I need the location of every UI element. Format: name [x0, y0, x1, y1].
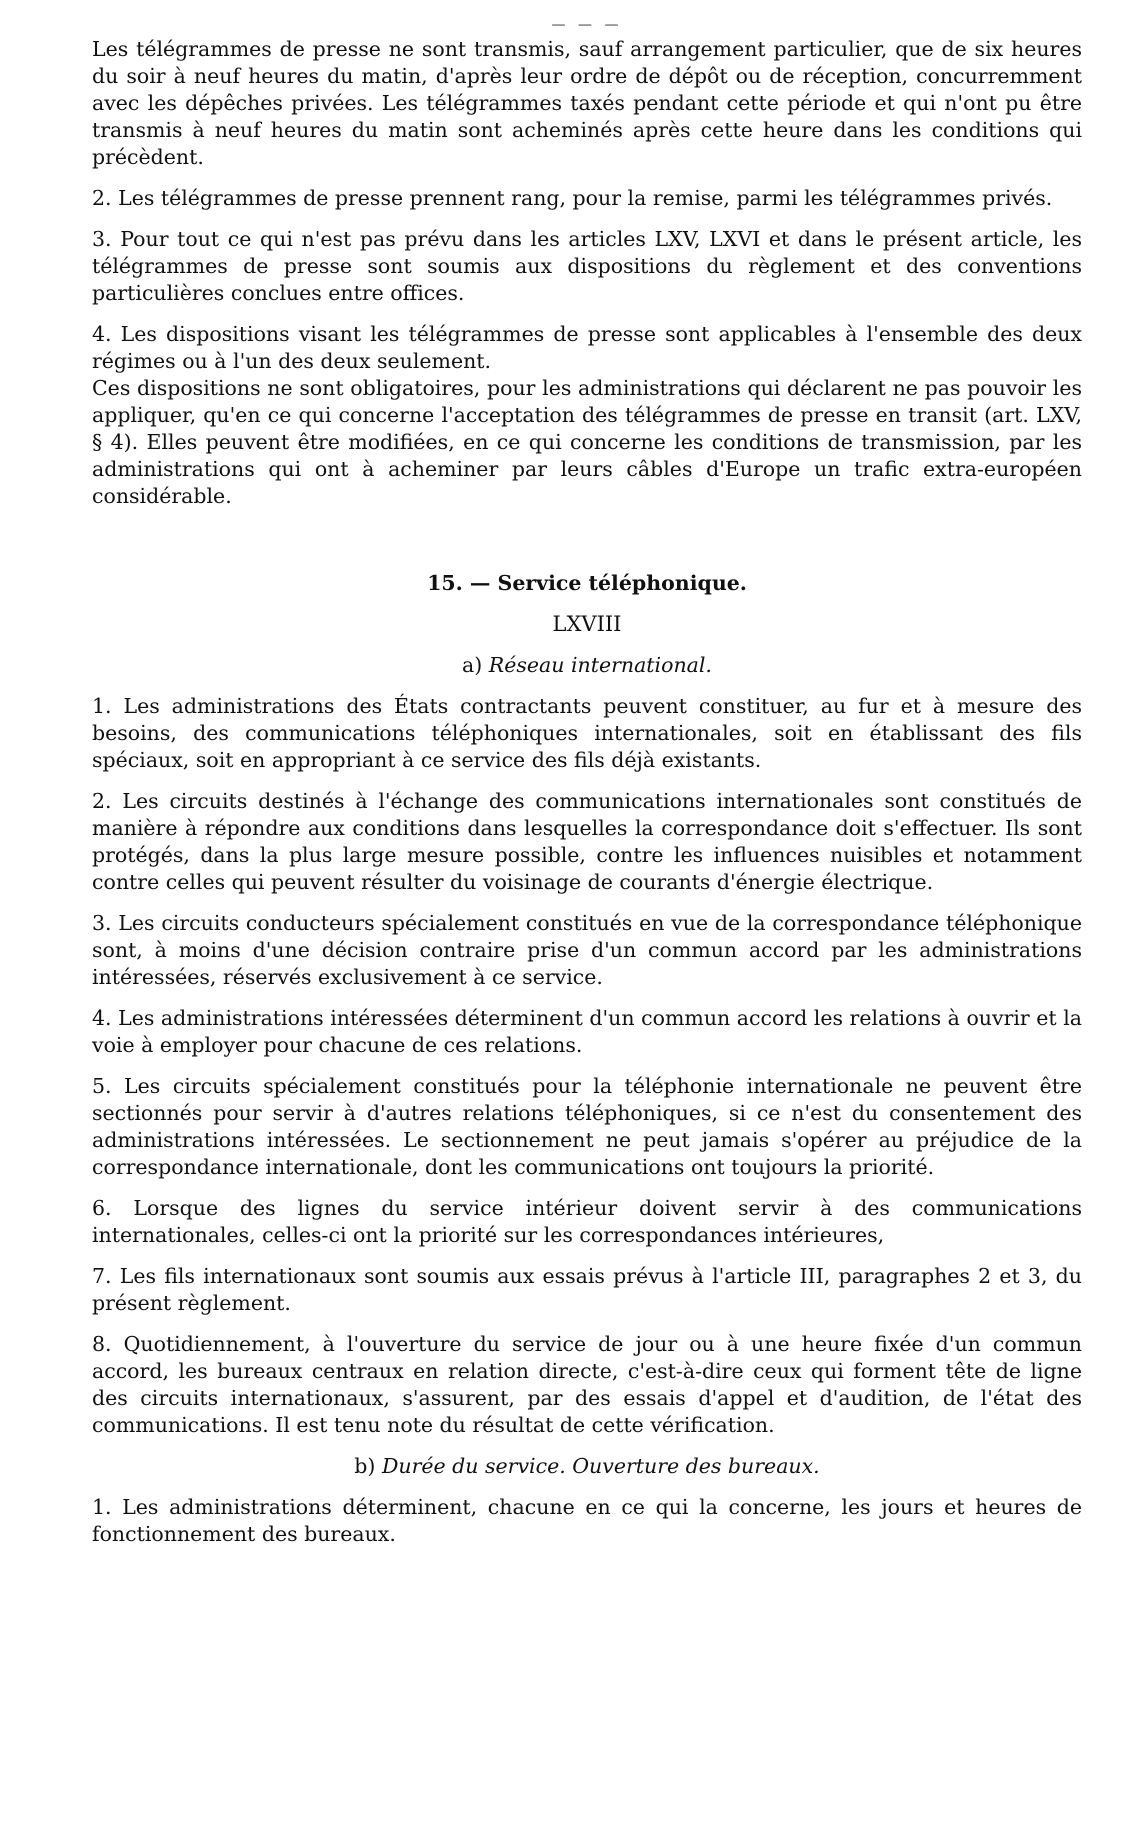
- paragraph-a-6: 6. Lorsque des lignes du service intérieur doivent servir à des communications internationales, celles-ci ont la priorité sur les correspondances intérieures,: [92, 1196, 1082, 1247]
- paragraph-a-2: 2. Les circuits destinés à l'échange des communications internationales sont constitués de manière à répondre aux conditions dans lesquelles la correspondance doit s'effectuer. Ils sont protégés, dans la plus large mesure possible, contre les influences nuisibles et notamment contre celles qui peuvent résulter du voisinage de courants d'énergie électrique.: [92, 789, 1082, 894]
- paragraph-a-5: 5. Les circuits spécialement constitués pour la téléphonie internationale ne peuvent être sectionnés pour servir à d'autres relations téléphoniques, si ce n'est du consentement des administrations intéressées. Le sectionnement ne peut jamais s'opérer au préjudice de la correspondance internationale, dont les communications ont toujours la priorité.: [92, 1074, 1082, 1179]
- paragraph-a-4: 4. Les administrations intéressées déterminent d'un commun accord les relations à ouvrir et la voie à employer pour chacune de ces relations.: [92, 1006, 1082, 1057]
- subsection-b-title: Durée du service. Ouverture des bureaux.: [381, 1454, 820, 1478]
- paragraph-press-4: 4. Les dispositions visant les télégrammes de presse sont applicables à l'ensemble des deux régimes ou à l'un des deux seulement.: [92, 322, 1082, 373]
- page-top-mark: — — —: [551, 17, 623, 33]
- paragraph-b-1: 1. Les administrations déterminent, chacune en ce qui la concerne, les jours et heures de fonctionnement des bureaux.: [92, 1495, 1082, 1546]
- article-number: LXVIII: [552, 612, 622, 636]
- paragraph-a-3: 3. Les circuits conducteurs spécialement constitués en vue de la correspondance téléphonique sont, à moins d'une décision contraire prise d'un commun accord par les administrations intéressées, réservés exclusivement à ce service.: [92, 911, 1082, 989]
- subsection-b-heading: [92, 1453, 1082, 1480]
- subsection-a-label: a): [462, 653, 483, 677]
- paragraph-a-8: 8. Quotidiennement, à l'ouverture du service de jour ou à une heure fixée d'un commun accord, les bureaux centraux en relation directe, c'est-à-dire ceux qui forment tête de ligne des circuits internationaux, s'assurent, par des essais d'appel et d'audition, de l'état des communications. Il est tenu note du résultat de cette vérification.: [92, 1332, 1082, 1437]
- paragraph-a-1: 1. Les administrations des États contractants peuvent constituer, au fur et à mesure des besoins, des communications téléphoniques internationales, soit en établissant des fils spéciaux, soit en appropriant à ce service des fils déjà existants.: [92, 694, 1082, 772]
- subsection-a-title: Réseau international.: [488, 653, 712, 677]
- document-page: [92, 18, 1082, 1548]
- paragraph-press-dispositions: Ces dispositions ne sont obligatoires, pour les administrations qui déclarent ne pas pouvoir les appliquer, qu'en ce qui concerne l'acceptation des télégrammes de presse en transit (art. LXV, § 4). Elles peuvent être modifiées, en ce qui concerne les conditions de transmission, par les administrations qui ont à acheminer par leurs câbles d'Europe un trafic extra-européen considérable.: [92, 376, 1082, 508]
- paragraph-press-3: 3. Pour tout ce qui n'est pas prévu dans les articles LXV, LXVI et dans le présent article, les télégrammes de presse sont soumis aux dispositions du règlement et des conventions particulières conclues entre offices.: [92, 227, 1082, 305]
- section-heading: 15. — Service téléphonique.: [427, 571, 747, 595]
- subsection-b-label: b): [354, 1454, 376, 1478]
- paragraph-a-7: 7. Les fils internationaux sont soumis aux essais prévus à l'article III, paragraphes 2 et 3, du présent règlement.: [92, 1264, 1082, 1315]
- paragraph-press-2: 2. Les télégrammes de presse prennent rang, pour la remise, parmi les télégrammes privés.: [92, 186, 1053, 210]
- subsection-a-heading: [92, 652, 1082, 679]
- paragraph-press-hours: Les télégrammes de presse ne sont transmis, sauf arrangement particulier, que de six heures du soir à neuf heures du matin, d'après leur ordre de dépôt ou de réception, concurremment avec les dépêches privées. Les télégrammes taxés pendant cette période et qui n'ont pu être transmis à neuf heures du matin sont acheminés après cette heure dans les conditions qui précèdent.: [92, 37, 1082, 169]
